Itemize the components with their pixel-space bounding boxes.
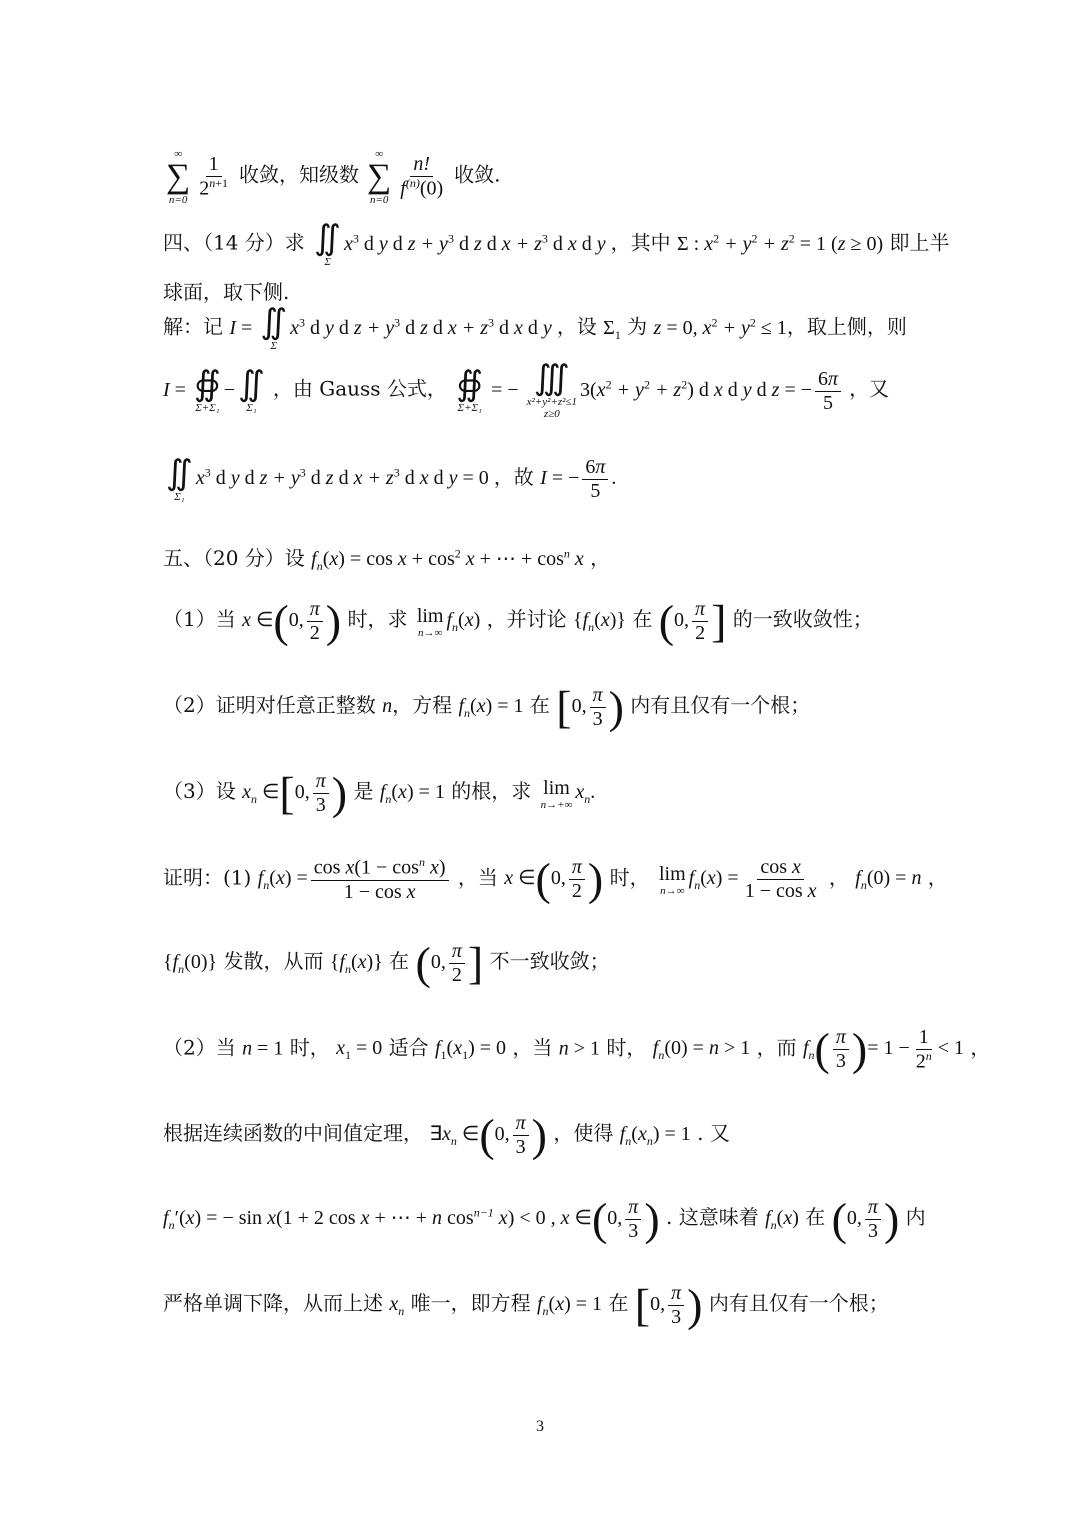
text-fragment: ，其中 xyxy=(610,230,671,255)
line-10 xyxy=(163,767,596,819)
equation: $f_n(x) = 1$ xyxy=(379,781,445,807)
line-4 xyxy=(163,306,907,352)
text-fragment: （2）证明对任意正整数 xyxy=(163,693,376,718)
n-greater-1: n > 1 xyxy=(558,1037,601,1060)
text-fragment: （1）当 xyxy=(163,607,236,632)
text-fragment: ，当 xyxy=(457,865,498,890)
text-fragment: 内有且仅有一个根； xyxy=(630,693,811,718)
var-n: n xyxy=(382,695,393,718)
text-fragment: ，而 xyxy=(756,1035,797,1060)
function-definition: $f_n(x) = \cos x + \cos^2 x$ + ⋯ + $\cos^n x$ xyxy=(311,546,584,573)
interval-half-open: (0, $\frac{\pi}{2}$ ] xyxy=(658,595,727,647)
text-fragment: 在 xyxy=(632,607,653,632)
text-fragment: 即上半 xyxy=(889,230,950,255)
limit-expression: lim n→∞ $f_n(x)$ xyxy=(416,604,481,639)
text-fragment: 在 xyxy=(529,693,550,718)
text-fragment: 五、（20 分）设 xyxy=(163,546,305,570)
line-7: 五、（20 分）设 $f_n(x) = \cos x + \cos^2 x$ + ⋯ + $\cos^n x$ ， xyxy=(163,546,611,573)
f1-equation: $f_1(x_1) = 0$ xyxy=(434,1037,507,1063)
text-fragment: 在 xyxy=(805,1205,826,1230)
derivative: $f_n'(x)$ = − sin x(1 + 2 cos x + ⋯ + n $\cos^{n-1} x) < 0$ , x ∈(0, $\frac{\pi}{3}$ ) xyxy=(163,1193,660,1245)
function: $f_n(x)$ xyxy=(765,1207,799,1233)
interval-half-open: (0, $\frac{\pi}{2}$ ] xyxy=(415,937,484,989)
line-14 xyxy=(163,1109,730,1161)
text-fragment: ，使得 xyxy=(553,1121,614,1146)
sequence-set: $\{f_n(x)\}$ xyxy=(573,609,626,635)
text-fragment: 为 xyxy=(627,314,648,339)
text-fragment: 时，求 xyxy=(347,607,408,632)
interval: [0, $\frac{\pi}{3}$ ) xyxy=(634,1279,703,1331)
line-13: （2）当 n = 1 时， $x_1 = 0$ 适合 $f_1(x_1) = 0$ ，当 n > 1 时， $f_n(0) = n > 1$ ，而 $f_n$( $\frac{\pi}{3}$ )= 1 − $\frac{1}{2^n}$ < 1 ， xyxy=(163,1023,991,1075)
text-fragment: 四、（14 分）求 xyxy=(163,230,305,255)
text-fragment: ，当 xyxy=(512,1035,553,1060)
surface-integral: ∬ Σ $x^3$ d y d $z + y^3$ d z d $x + z^3$ d x d y xyxy=(314,220,611,268)
integral-definition: I = ∬ Σ $x^3$ d y d $z + y^3$ d z d $x + z^3$ d x d y xyxy=(229,304,557,352)
sigma-1: $\Sigma_1$ xyxy=(603,316,621,342)
text-fragment: ，由 Gauss 公式， xyxy=(272,376,447,401)
text-fragment: ，方程 xyxy=(392,693,453,718)
text-fragment: ，又 xyxy=(849,376,890,401)
root-equation: $f_n(x_n) = 1$ xyxy=(619,1123,691,1149)
text-fragment: 内 xyxy=(905,1205,926,1230)
text-fragment: . 这意味着 xyxy=(666,1205,759,1230)
text-fragment: 证明：(1) xyxy=(163,865,252,890)
line-3 xyxy=(163,276,289,305)
text-fragment: 唯一，即方程 xyxy=(410,1291,531,1316)
line-5 xyxy=(163,362,889,420)
text-fragment: ，设 xyxy=(556,314,597,339)
disk-definition: z = 0, $x^2 + y^2 \le 1$ xyxy=(653,314,787,339)
line-9 xyxy=(163,681,811,733)
line-15 xyxy=(163,1193,926,1245)
text-fragment: 收敛，知级数 xyxy=(239,162,360,187)
sequence-set: $\{f_n(x)\}$ xyxy=(329,951,383,977)
text-fragment: 适合 xyxy=(388,1035,429,1060)
fn-zero: $f_n(0) = n > 1$ xyxy=(652,1037,751,1063)
interval: [0, $\frac{\pi}{3}$ ) xyxy=(556,681,624,733)
text-fragment: 收敛. xyxy=(454,162,501,187)
text-fragment: 的根，求 xyxy=(451,779,532,804)
page-number: 3 xyxy=(536,1418,544,1435)
text-fragment: 的一致收敛性； xyxy=(732,607,873,632)
text-fragment: 时， xyxy=(609,865,650,890)
line-12 xyxy=(163,937,610,989)
existence: $\exists x_n$ ∈(0, $\frac{\pi}{3}$ ) xyxy=(429,1109,547,1161)
text-fragment: 是 xyxy=(353,779,374,804)
root: $x_n$ xyxy=(389,1293,405,1319)
line-8 xyxy=(163,595,873,647)
series-expression: ∞ ∑ n=0 $\frac{1}{2^{n+1}}$ xyxy=(166,148,229,206)
x1-zero: $x_1 = 0$ xyxy=(336,1037,383,1063)
final-result: I = − $\frac{6\pi}{5}$ . xyxy=(540,456,617,502)
interval-open: x ∈(0, $\frac{\pi}{2}$ ) xyxy=(242,595,342,647)
text-fragment: 在 xyxy=(608,1291,629,1316)
text-fragment: 不一致收敛； xyxy=(489,949,610,974)
equation: $f_n(x) = 1$ xyxy=(458,695,524,721)
limit-value: lim n→∞ $f_n(x)$ = $\frac{\text{cos x}}{\text{1 − cos x}}$ xyxy=(658,856,817,903)
text-fragment: 球面，取下侧. xyxy=(163,280,290,304)
value-at-zero: $f_n(0) = n$ xyxy=(855,867,922,893)
text-fragment: 严格单调下降，从而上述 xyxy=(163,1291,383,1316)
text-fragment: 根据连续函数的中间值定理， xyxy=(163,1121,423,1146)
gauss-formula: ∯ Σ+Σ₁ = − ∭ x²+y²+z²≤1 z≥0 $3(x^2 + y^2 + z^2)$ d x d y d z = − $\frac{6\pi}{5}$ xyxy=(453,379,849,401)
text-fragment: （3）设 xyxy=(163,779,236,804)
text-fragment: （2）当 xyxy=(163,1035,236,1060)
text-fragment: 时， xyxy=(606,1035,647,1060)
limit-root: lim n→+∞ $x_n$. xyxy=(540,776,596,811)
line-2 xyxy=(163,222,950,268)
text-fragment: 在 xyxy=(389,949,410,974)
interval-open: (0, $\frac{\pi}{3}$ ) xyxy=(831,1193,900,1245)
fn-pi-third: $f_n$( $\frac{\pi}{3}$ )= 1 − $\frac{1}{2^n}$ < 1 xyxy=(802,1023,965,1075)
text-fragment: ，并讨论 xyxy=(486,607,567,632)
closed-form: $f_n(x)$ = $\frac{\cos x(1 - \cos^n x)}{\text{1 − cos x}}$ xyxy=(258,867,452,889)
root-interval: $x_n$ ∈[0, $\frac{\pi}{3}$ ) xyxy=(242,767,348,819)
series-expression: ∞ ∑ n=0 $\frac{n!}{f^{(n)}(0)}$ xyxy=(367,148,444,206)
equation: $f_n(x) = 1$ xyxy=(536,1293,603,1319)
text-fragment: ，取上侧，则 xyxy=(786,314,907,339)
text-fragment: 时， xyxy=(289,1035,330,1060)
line-11: 证明：(1) $f_n(x)$ = $\frac{\cos x(1 - \cos^n x)}{\text{1 − cos x}}$ ，当 x ∈(0, $\frac{\pi}{2}$ ) 时， lim n→∞ $f_n(x)$ = $\frac{\text{cos x}}{\text{1 − cos x}}$ ， $f_n(0) = n$ ， xyxy=(163,853,948,905)
interval-open: x ∈(0, $\frac{\pi}{2}$ ) xyxy=(504,853,604,905)
gauss-split: I = ∯ Σ+Σ₁ − ∬ Σ₁ xyxy=(163,366,265,414)
n-equals-1: n = 1 xyxy=(242,1037,284,1060)
text-fragment: 发散，从而 xyxy=(223,949,324,974)
text-fragment: ，故 xyxy=(493,465,534,490)
text-fragment: . 又 xyxy=(697,1121,730,1146)
line-16 xyxy=(163,1279,889,1331)
surface-definition: Σ : $x^2 + y^2 + z^2 = 1$ (z ≥ 0) xyxy=(677,230,884,255)
line-6 xyxy=(163,456,616,503)
sequence-at-zero: $\{f_n(0)\}$ xyxy=(163,951,218,977)
line-1 xyxy=(163,148,501,206)
disk-integral: ∬ Σ₁ $x^3$ d y d $z + y^3$ d z d $x + z^3$ d x d y = 0 xyxy=(166,454,489,503)
text-fragment: 解：记 xyxy=(163,314,223,339)
text-fragment: 内有且仅有一个根； xyxy=(708,1291,889,1316)
